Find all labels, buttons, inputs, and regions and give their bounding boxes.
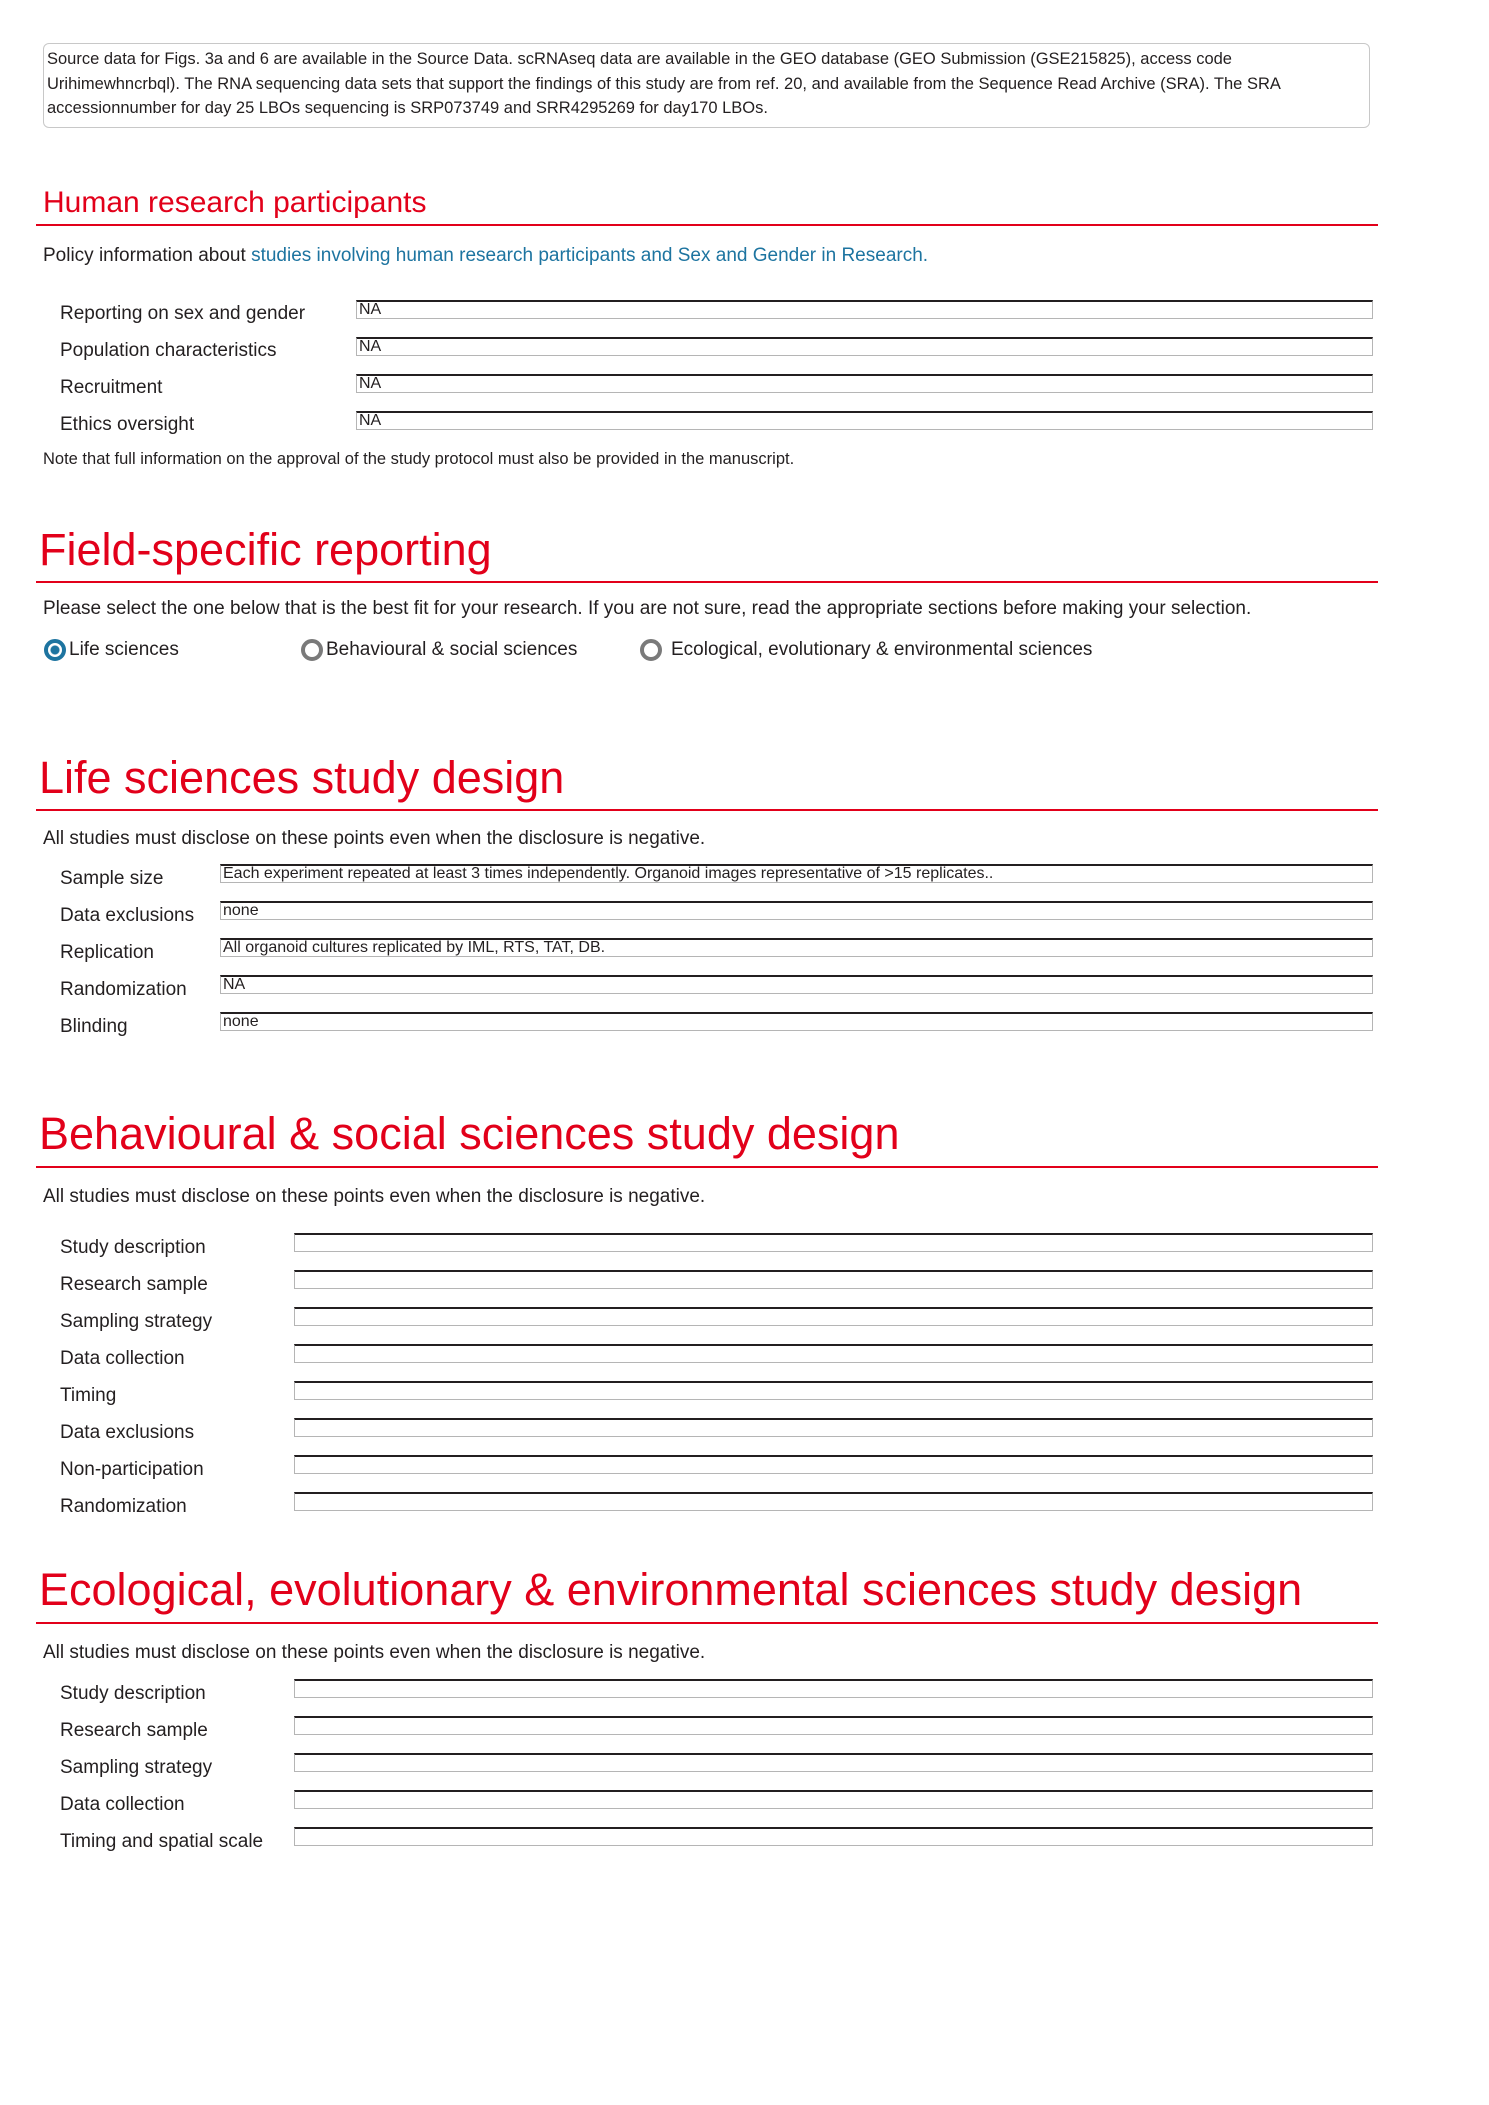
section-intro: All studies must disclose on these points even when the disclosure is negative. bbox=[43, 1642, 706, 1663]
text-field[interactable] bbox=[294, 1270, 1373, 1289]
section-divider bbox=[36, 581, 1378, 583]
text-field[interactable] bbox=[220, 938, 1373, 957]
field-value: NA bbox=[359, 412, 382, 429]
row-label: Data collection bbox=[60, 1348, 185, 1369]
text-field[interactable] bbox=[356, 337, 1373, 356]
radio-unchecked-icon bbox=[301, 639, 323, 661]
text-field[interactable] bbox=[294, 1753, 1373, 1772]
text-field[interactable] bbox=[220, 975, 1373, 994]
radio-label: Ecological, evolutionary & environmental sciences bbox=[671, 639, 1093, 660]
row-label: Blinding bbox=[60, 1016, 128, 1037]
row-label: Randomization bbox=[60, 979, 187, 1000]
row-label: Research sample bbox=[60, 1274, 208, 1295]
section-divider bbox=[36, 224, 1378, 226]
field-value: NA bbox=[359, 301, 382, 318]
policy-link[interactable]: studies involving human research participants and Sex and Gender in Research. bbox=[251, 245, 929, 266]
radio-label: Life sciences bbox=[69, 639, 179, 660]
section-title-ecological: Ecological, evolutionary & environmental sciences study design bbox=[39, 1564, 1303, 1615]
radio-life-sciences[interactable] bbox=[44, 639, 179, 661]
policy-text bbox=[43, 245, 928, 267]
text-field[interactable] bbox=[294, 1827, 1373, 1846]
row-label: Timing and spatial scale bbox=[60, 1831, 264, 1852]
row-label: Data collection bbox=[60, 1794, 185, 1815]
row-label: Randomization bbox=[60, 1496, 187, 1517]
row-label: Population characteristics bbox=[60, 340, 277, 361]
text-field[interactable] bbox=[220, 901, 1373, 920]
text-field[interactable] bbox=[294, 1418, 1373, 1437]
text-field[interactable] bbox=[294, 1790, 1373, 1809]
text-field[interactable] bbox=[294, 1716, 1373, 1735]
row-label: Non-participation bbox=[60, 1459, 204, 1480]
row-label: Data exclusions bbox=[60, 1422, 195, 1443]
row-label: Research sample bbox=[60, 1720, 208, 1741]
data-availability-text: Source data for Figs. 3a and 6 are available in the Source Data. scRNAseq data are available in the GEO database (GEO Submission (GSE215825), access code Urihimewhncrbql). The RNA sequencing data sets that support the findings of this study are from ref. 20, and available from the Sequence Read Archive (SRA). The SRA accessionnumber for day 25 LBOs sequencing is SRP073749 and SRR4295269 for day170 LBOs. bbox=[47, 50, 1280, 117]
radio-label: Behavioural & social sciences bbox=[326, 639, 578, 660]
row-label: Data exclusions bbox=[60, 905, 195, 926]
row-label: Sampling strategy bbox=[60, 1757, 213, 1778]
text-field[interactable] bbox=[294, 1455, 1373, 1474]
text-field[interactable] bbox=[294, 1381, 1373, 1400]
section-divider bbox=[36, 809, 1378, 811]
section-intro: All studies must disclose on these points even when the disclosure is negative. bbox=[43, 828, 706, 849]
text-field[interactable] bbox=[294, 1344, 1373, 1363]
row-label: Recruitment bbox=[60, 377, 163, 398]
section-title-field-specific: Field-specific reporting bbox=[39, 524, 492, 575]
text-field[interactable] bbox=[356, 374, 1373, 393]
row-label: Timing bbox=[60, 1385, 117, 1406]
text-field[interactable] bbox=[294, 1233, 1373, 1252]
data-availability-box bbox=[43, 43, 1370, 128]
approval-note: Note that full information on the approval of the study protocol must also be provided in the manuscript. bbox=[43, 450, 795, 468]
text-field[interactable] bbox=[294, 1307, 1373, 1326]
field-value: NA bbox=[223, 976, 246, 993]
row-label: Study description bbox=[60, 1683, 206, 1704]
section-divider bbox=[36, 1622, 1378, 1624]
text-field[interactable] bbox=[356, 300, 1373, 319]
text-field[interactable] bbox=[220, 864, 1373, 883]
row-label: Reporting on sex and gender bbox=[60, 303, 306, 324]
radio-checked-icon bbox=[44, 639, 66, 661]
text-field[interactable] bbox=[294, 1679, 1373, 1698]
selection-instruction: Please select the one below that is the best fit for your research. If you are not sure, read the appropriate sections before making your selection. bbox=[43, 598, 1252, 619]
row-label: Ethics oversight bbox=[60, 414, 195, 435]
text-field[interactable] bbox=[220, 1012, 1373, 1031]
section-title-life-sciences: Life sciences study design bbox=[39, 752, 565, 803]
radio-unchecked-icon bbox=[640, 639, 662, 661]
section-title-human-research: Human research participants bbox=[43, 186, 427, 219]
row-label: Replication bbox=[60, 942, 154, 963]
text-field[interactable] bbox=[356, 411, 1373, 430]
field-value: none bbox=[223, 902, 259, 919]
row-label: Sample size bbox=[60, 868, 164, 889]
radio-behavioural-sciences[interactable] bbox=[301, 639, 577, 661]
section-title-behavioural: Behavioural & social sciences study design bbox=[39, 1108, 900, 1159]
radio-ecological-sciences[interactable] bbox=[640, 639, 1092, 661]
text-field[interactable] bbox=[294, 1492, 1373, 1511]
field-value: Each experiment repeated at least 3 times independently. Organoid images representative of >15 replicates.. bbox=[223, 865, 994, 882]
section-intro: All studies must disclose on these points even when the disclosure is negative. bbox=[43, 1186, 706, 1207]
section-divider bbox=[36, 1166, 1378, 1168]
field-value: NA bbox=[359, 338, 382, 355]
policy-prefix: Policy information about bbox=[43, 245, 252, 266]
field-value: All organoid cultures replicated by IML, RTS, TAT, DB. bbox=[223, 939, 606, 956]
row-label: Sampling strategy bbox=[60, 1311, 213, 1332]
field-value: NA bbox=[359, 375, 382, 392]
row-label: Study description bbox=[60, 1237, 206, 1258]
field-value: none bbox=[223, 1013, 259, 1030]
